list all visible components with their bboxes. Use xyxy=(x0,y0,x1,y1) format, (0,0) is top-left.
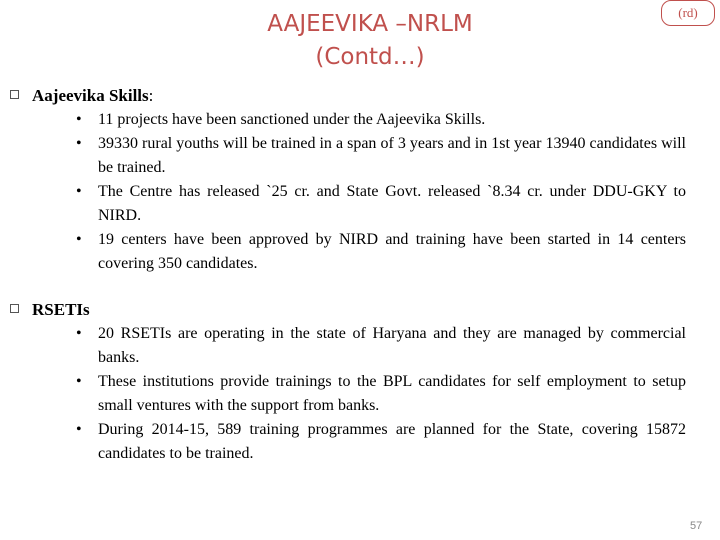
bullet-list xyxy=(76,322,686,466)
list-item: • During 2014-15, 589 training programmes are planned for the State, covering 15872 candidates to be trained. xyxy=(76,418,686,466)
list-item: • The Centre has released `25 cr. and State Govt. released `8.34 cr. under DDU-GKY to NIRD. xyxy=(76,180,686,228)
section-heading xyxy=(10,84,153,108)
list-item: • 39330 rural youths will be trained in a span of 3 years and in 1st year 13940 candidates will be trained. xyxy=(76,132,686,180)
list-item: • These institutions provide trainings to the BPL candidates for self employment to setup small ventures with the support from banks. xyxy=(76,370,686,418)
list-item: • 20 RSETIs are operating in the state of Haryana and they are managed by commercial banks. xyxy=(76,322,686,370)
slide-title-line-1: AAJEEVIKA –NRLM xyxy=(267,11,473,37)
square-bullet-icon xyxy=(10,90,19,99)
section-heading-bold: Aajeevika Skills xyxy=(32,86,149,105)
section-heading-suffix: : xyxy=(148,86,154,105)
corner-badge: (rd) xyxy=(661,0,715,26)
page-number: 57 xyxy=(690,520,703,532)
bullet-list xyxy=(76,108,686,276)
list-item: • 19 centers have been approved by NIRD and training have been started in 14 centers covering 350 candidates. xyxy=(76,228,686,276)
section-heading xyxy=(10,298,90,322)
list-item: • 11 projects have been sanctioned under the Aajeevika Skills. xyxy=(76,108,686,132)
slide-title xyxy=(190,8,550,74)
square-bullet-icon xyxy=(10,304,19,313)
slide-title-line-2: (Contd…) xyxy=(315,44,425,70)
section-heading-bold: RSETIs xyxy=(32,300,90,319)
